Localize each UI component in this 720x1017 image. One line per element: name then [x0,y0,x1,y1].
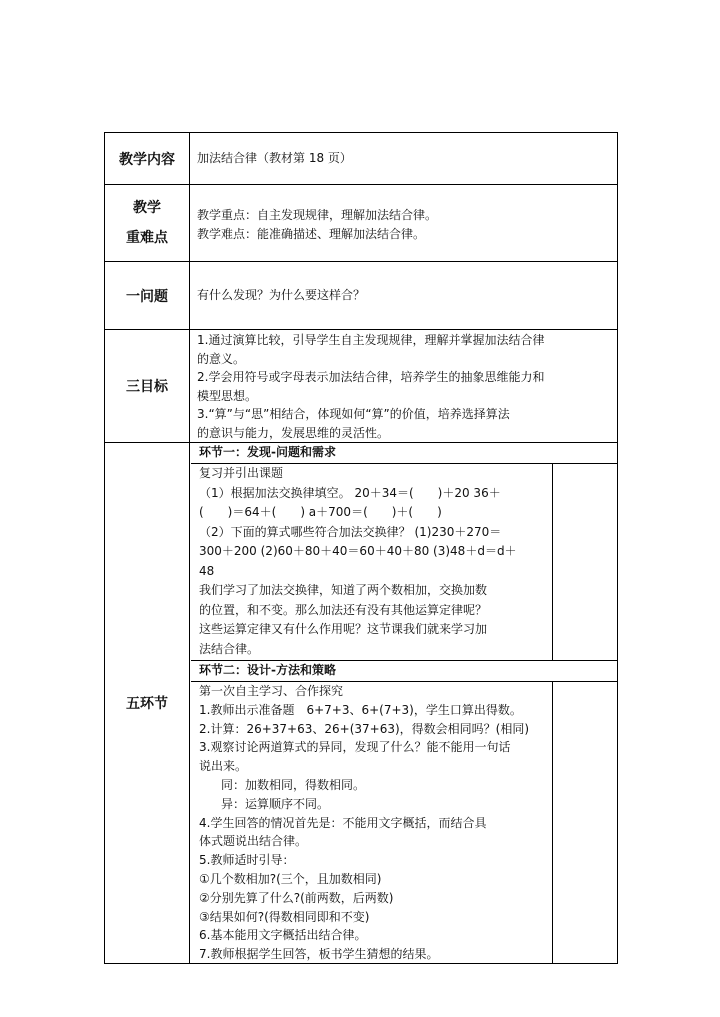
key-points-label-line2: 重难点 [126,230,168,246]
goal-line: 的意义。 [197,351,246,366]
step2-line: 第一次自主学习、合作探究 [199,684,344,698]
step2-line: 3.观察讨论两道算式的异同，发现了什么？能不能用一句话 [199,740,511,755]
goal-line: 3.“算”与“思”相结合，体现如何“算”的价值，培养选择算法 [197,407,510,421]
key-points-content [191,185,617,261]
step2-side-column [552,682,619,964]
step2-line: ③结果如何?(得数相同即和不变) [199,909,370,924]
lesson-plan-table [104,132,618,964]
goal-line: 的意识与能力，发展思维的灵活性。 [197,425,390,440]
step1-text [191,464,542,659]
step2-text [191,682,542,964]
key-points-label [105,185,190,261]
step2-line: ②分别先算了什么?(前两数，后两数) [199,890,394,905]
step2-line: 4.学生回答的情况首先是：不能用文字概括，而结合具 [199,815,487,830]
step1-line: 的位置，和不变。那么加法还有没有其他运算定律呢？ [199,602,488,617]
teaching-focus: 教学重点：自主发现规律，理解加法结合律。 [197,208,438,222]
step1-line: （2）下面的算式哪些符合加法交换律？ (1)230＋270＝ [199,524,502,539]
step1-body [191,463,617,660]
question-label: 一问题 [105,262,190,329]
steps-row [104,442,618,964]
step1-line: 法结合律。 [199,641,260,656]
step1-line: 我们学习了加法交换律，知道了两个数相加，交换加数 [199,583,488,597]
step2-line: 体式题说出结合律。 [199,834,308,849]
step1-line: （1）根据加法交换律填空。 20＋34＝( )＋20 36＋ [199,485,501,500]
goal-line: 模型思想。 [197,388,258,403]
step2-body [191,681,617,964]
goals-content [191,330,617,442]
content-text: 加法结合律（教材第 18 页） [197,151,352,165]
goal-line: 2.学会用符号或字母表示加法结合律，培养学生的抽象思维能力和 [197,370,545,384]
step2-indented-line: 异：运算顺序不同。 [221,796,330,811]
content-row [104,132,618,184]
step2-line: 6.基本能用文字概括出结合律。 [199,928,367,943]
goal-line: 1.通过演算比较，引导学生自主发现规律，理解并掌握加法结合律 [197,333,545,347]
step1-side-column [552,464,619,660]
step1-line: 复习并引出课题 [199,466,284,480]
step1-line: 48 [199,563,215,578]
content-label: 教学内容 [105,133,190,184]
question-row [104,261,618,329]
step1-line: ( )＝64＋( ) a＋700＝( )＋( ) [199,505,442,519]
goals-row [104,329,618,442]
key-points-label-line1: 教学 [133,200,161,216]
step1-heading: 环节一：发现-问题和需求 [199,445,336,459]
step2-indented-line: 同：加数相同，得数相同。 [221,777,366,792]
step2-line: 2.计算：26+37+63、26+(37+63)，得数会相同吗？(相同) [199,721,530,736]
step2-line: 5.教师适时引导： [199,853,295,868]
goals-label: 三目标 [105,330,190,442]
step2-line: 说出来。 [199,759,248,774]
teaching-difficulty: 教学难点：能准确描述、理解加法结合律。 [197,227,426,241]
step1-line: 300＋200 (2)60＋80＋40＝60＋40＋80 (3)48＋d＝d＋ [199,544,517,558]
step2-line: 1.教师出示准备题 6+7+3、6+(7+3)，学生口算出得数。 [199,702,522,717]
step2-line: ①几个数相加?(三个，且加数相同) [199,871,382,886]
steps-label: 五环节 [105,443,190,963]
steps-content [191,443,617,963]
key-points-row [104,184,618,261]
step1-line: 这些运算定律又有什么作用呢？这节课我们就来学习加 [199,622,488,636]
step2-heading: 环节二：设计-方法和策略 [191,660,617,681]
step2-line: 7.教师根据学生回答，板书学生猜想的结果。 [199,947,439,962]
question-text: 有什么发现？为什么要这样合？ [197,288,366,302]
